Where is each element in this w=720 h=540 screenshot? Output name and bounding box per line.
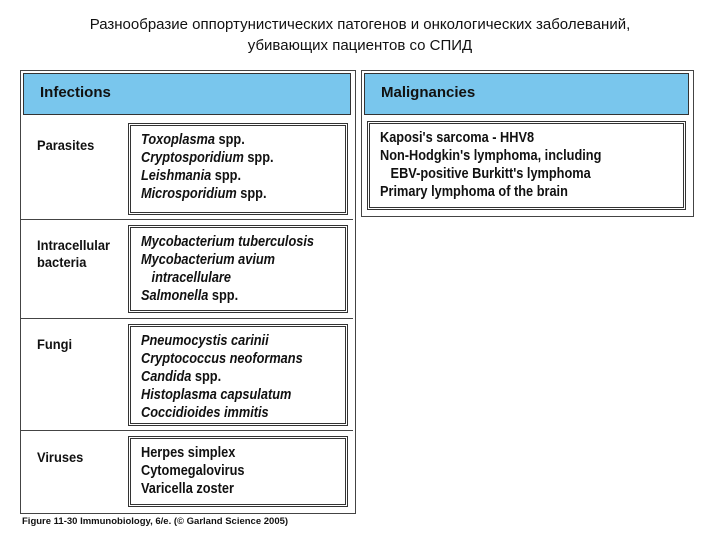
list-item: Leishmania spp. xyxy=(141,168,241,184)
list-item: Non-Hodgkin's lymphoma, including xyxy=(380,148,602,164)
list-item: Primary lymphoma of the brain xyxy=(380,184,568,200)
list-item: Kaposi's sarcoma - HHV8 xyxy=(380,130,535,146)
list-item: Mycobacterium tuberculosis xyxy=(141,234,315,250)
viruses-list xyxy=(128,436,348,507)
row-label-parasites: Parasites xyxy=(37,137,95,153)
parasites-list xyxy=(128,123,348,215)
row-label-fungi: Fungi xyxy=(37,336,73,352)
list-item: Herpes simplex xyxy=(141,445,236,461)
list-item: Cytomegalovirus xyxy=(141,463,245,479)
figure-caption: Figure 11-30 Immunobiology, 6/e. (© Garland Science 2005) xyxy=(22,516,289,527)
fungi-list xyxy=(128,324,348,426)
slide-title-line-1: Разнообразие оппортунистических патогенов и онкологических заболеваний, xyxy=(89,16,631,33)
slide-title-line-2: убивающих пациентов со СПИД xyxy=(247,37,473,54)
list-item: Candida spp. xyxy=(141,369,222,385)
list-item: Toxoplasma spp. xyxy=(141,132,245,148)
row-divider xyxy=(21,430,353,431)
list-item: Varicella zoster xyxy=(141,481,234,497)
slide-title xyxy=(0,14,720,56)
list-item: intracellulare xyxy=(151,270,231,286)
malignancies-list xyxy=(367,121,686,210)
row-divider xyxy=(21,318,353,319)
list-item: Cryptococcus neoformans xyxy=(141,351,303,367)
row-label-intracellular-bacteria: Intracellular bacteria xyxy=(37,237,111,270)
list-item: Histoplasma capsulatum xyxy=(141,387,292,403)
list-item: EBV-positive Burkitt's lymphoma xyxy=(390,166,591,182)
infections-header: Infections xyxy=(23,73,351,115)
row-label-viruses: Viruses xyxy=(37,449,84,465)
list-item: Mycobacterium avium xyxy=(141,252,276,268)
row-divider xyxy=(21,219,353,220)
list-item: Cryptosporidium spp. xyxy=(141,150,274,166)
list-item: Salmonella spp. xyxy=(141,288,239,304)
list-item: Microsporidium spp. xyxy=(141,186,267,202)
list-item: Pneumocystis carinii xyxy=(141,333,269,349)
list-item: Coccidioides immitis xyxy=(141,405,269,421)
malignancies-header: Malignancies xyxy=(364,73,689,115)
intracellular-bacteria-list xyxy=(128,225,348,313)
